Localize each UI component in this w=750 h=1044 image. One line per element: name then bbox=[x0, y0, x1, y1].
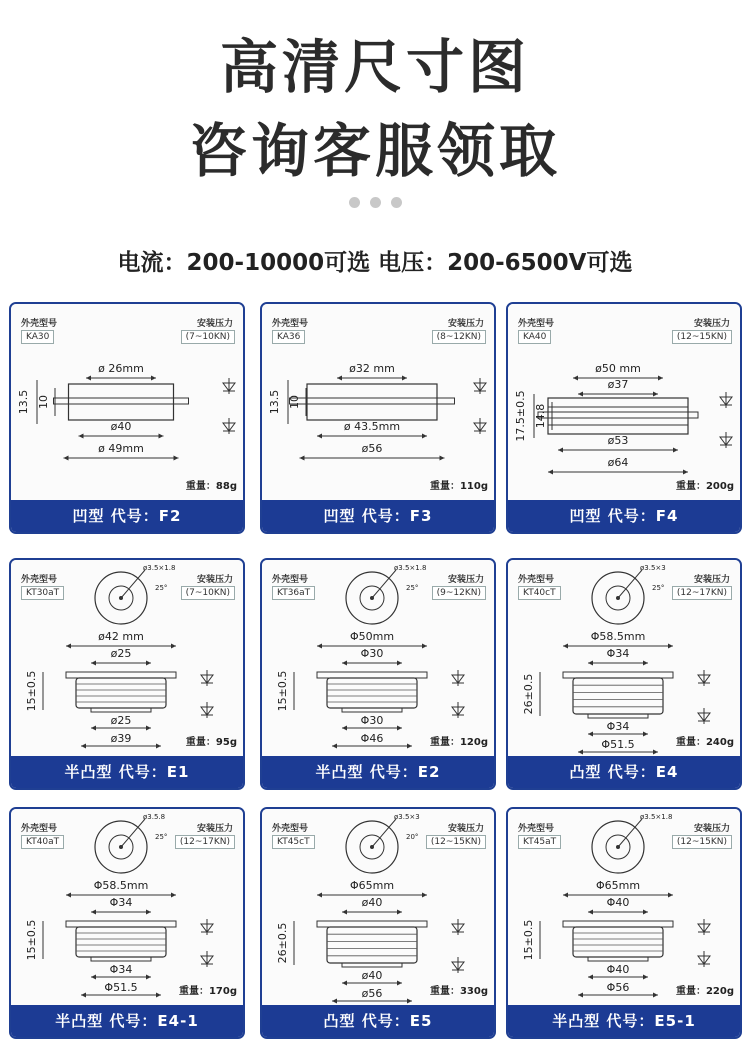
weight-label: 重量： bbox=[429, 737, 460, 748]
product-card bbox=[260, 807, 496, 1039]
top-view-circle bbox=[592, 819, 644, 873]
diode-symbol-icon bbox=[452, 919, 464, 935]
hole-size: ø3.5.8 bbox=[143, 813, 166, 821]
shell-model-value: KT40cT bbox=[518, 586, 561, 600]
lead-angle: 25° bbox=[406, 584, 419, 592]
headline-line1: 高清尺寸图 bbox=[219, 33, 530, 101]
top-view-circle bbox=[95, 819, 147, 873]
dim-top2: ø25 bbox=[110, 647, 132, 660]
dim-height: 17.5±0.5 bbox=[514, 390, 527, 442]
pressure-value: (12~15KN) bbox=[426, 835, 486, 849]
dim-bottom: Φ51.5 bbox=[601, 738, 635, 751]
product-card bbox=[260, 302, 496, 534]
pressure-value: (7~10KN) bbox=[181, 586, 235, 600]
dim-height-inner: 14.8 bbox=[534, 403, 547, 429]
weight-value: 95g bbox=[215, 737, 237, 748]
headline-line2: 咨询客服领取 bbox=[188, 117, 561, 185]
dim-top: Φ58.5mm bbox=[590, 630, 646, 643]
weight-label: 重量： bbox=[429, 481, 460, 492]
dim-top: Φ65mm bbox=[595, 879, 641, 892]
weight-text bbox=[186, 477, 237, 492]
diode-symbol-icon bbox=[720, 392, 732, 408]
dim-top2: Φ30 bbox=[360, 647, 384, 660]
weight-label: 重量： bbox=[675, 986, 706, 997]
shell-model-value: KT30aT bbox=[21, 586, 64, 600]
weight-text bbox=[430, 477, 488, 492]
dim-height: 15±0.5 bbox=[522, 919, 535, 961]
dim-bottom: ø 49mm bbox=[98, 442, 144, 455]
pressure-label: 安装压力 bbox=[196, 575, 233, 585]
dim-height: 26±0.5 bbox=[276, 922, 289, 964]
lead-angle: 25° bbox=[155, 584, 168, 592]
dim-top: ø50 mm bbox=[595, 362, 641, 375]
pressure-label: 安装压力 bbox=[693, 319, 730, 329]
shell-model-value: KA36 bbox=[272, 330, 305, 344]
diode-symbol-icon bbox=[698, 708, 710, 724]
weight-label: 重量： bbox=[675, 737, 706, 748]
card-footer-code: 凹型 代号：F4 bbox=[508, 500, 740, 532]
top-view-circle bbox=[346, 819, 398, 873]
dim-height: 15±0.5 bbox=[25, 670, 38, 712]
weight-text bbox=[676, 982, 734, 997]
weight-value: 330g bbox=[459, 986, 488, 997]
spec-line: 电流：200-10000可选 电压：200-6500V可选 bbox=[117, 250, 633, 276]
lead-angle: 25° bbox=[652, 584, 665, 592]
dim-height: 26±0.5 bbox=[522, 673, 535, 715]
product-card bbox=[506, 807, 742, 1039]
diode-symbol-icon bbox=[201, 670, 213, 686]
pressure-value: (12~17KN) bbox=[672, 586, 732, 600]
diode-symbol-icon bbox=[452, 702, 464, 718]
weight-value: 240g bbox=[705, 737, 734, 748]
product-card bbox=[9, 807, 245, 1039]
weight-value: 88g bbox=[215, 481, 237, 492]
dim-bottom: ø64 bbox=[607, 456, 629, 469]
card-footer-code: 半凸型 代号：E2 bbox=[262, 756, 494, 788]
weight-label: 重量： bbox=[185, 481, 216, 492]
shell-type-label: 外壳型号 bbox=[272, 575, 309, 585]
dim-mid: Φ40 bbox=[606, 963, 630, 976]
card-footer-code: 凹型 代号：F3 bbox=[262, 500, 494, 532]
weight-text bbox=[676, 733, 734, 748]
product-card bbox=[506, 302, 742, 534]
product-card bbox=[9, 302, 245, 534]
shell-type-label: 外壳型号 bbox=[272, 824, 309, 834]
shell-type-label: 外壳型号 bbox=[518, 575, 555, 585]
dim-height-inner: 10 bbox=[288, 395, 301, 409]
dim-bottom: Φ56 bbox=[606, 981, 630, 994]
shell-type-label: 外壳型号 bbox=[21, 575, 58, 585]
dim-top: ø 26mm bbox=[98, 362, 144, 375]
diode-symbol-icon bbox=[201, 951, 213, 967]
shell-model-value: KT40aT bbox=[21, 835, 64, 849]
weight-text bbox=[676, 477, 734, 492]
card-footer-code: 半凸型 代号：E1 bbox=[11, 756, 243, 788]
shell-model-value: KA30 bbox=[21, 330, 54, 344]
hole-size: ø3.5×3 bbox=[640, 564, 666, 572]
dim-top: ø32 mm bbox=[349, 362, 395, 375]
shell-type-label: 外壳型号 bbox=[518, 319, 555, 329]
dim-height-inner: 10 bbox=[37, 395, 50, 409]
diode-symbol-icon bbox=[452, 957, 464, 973]
dim-mid: Φ30 bbox=[360, 714, 384, 727]
dim-top2: Φ40 bbox=[606, 896, 630, 909]
dim-mid: Φ34 bbox=[109, 963, 133, 976]
weight-value: 200g bbox=[705, 481, 734, 492]
hole-size: ø3.5×3 bbox=[394, 813, 420, 821]
diode-symbol-icon bbox=[223, 418, 235, 434]
diode-symbol-icon bbox=[698, 951, 710, 967]
dim-mid: ø53 bbox=[607, 434, 629, 447]
pressure-label: 安装压力 bbox=[447, 319, 484, 329]
weight-text bbox=[430, 982, 488, 997]
dim-top: Φ65mm bbox=[349, 879, 395, 892]
dim-bottom: Φ46 bbox=[360, 732, 384, 745]
weight-label: 重量： bbox=[178, 986, 209, 997]
diode-symbol-icon bbox=[474, 378, 486, 394]
card-footer-code: 凸型 代号：E5 bbox=[262, 1005, 494, 1037]
shell-type-label: 外壳型号 bbox=[21, 824, 58, 834]
pressure-value: (9~12KN) bbox=[432, 586, 486, 600]
dim-mid: ø25 bbox=[110, 714, 132, 727]
dim-bottom: ø56 bbox=[361, 987, 383, 1000]
shell-model-value: KT36aT bbox=[272, 586, 315, 600]
dim-bottom: Φ51.5 bbox=[104, 981, 138, 994]
product-card bbox=[506, 558, 742, 790]
lead-angle: 25° bbox=[155, 833, 168, 841]
lead-angle: 20° bbox=[406, 833, 419, 841]
dim-mid: ø40 bbox=[110, 420, 132, 433]
shell-type-label: 外壳型号 bbox=[518, 824, 555, 834]
dim-bottom: ø56 bbox=[361, 442, 383, 455]
hole-size: ø3.5×1.8 bbox=[394, 564, 427, 572]
top-view-circle bbox=[346, 570, 398, 624]
diode-symbol-icon bbox=[452, 670, 464, 686]
diode-symbol-icon bbox=[223, 378, 235, 394]
dim-height: 13.5 bbox=[17, 389, 30, 415]
weight-value: 120g bbox=[459, 737, 488, 748]
pressure-value: (12~17KN) bbox=[175, 835, 235, 849]
dim-top2: ø40 bbox=[361, 896, 383, 909]
weight-value: 110g bbox=[459, 481, 488, 492]
dim-height: 15±0.5 bbox=[25, 919, 38, 961]
card-footer-code: 半凸型 代号：E4-1 bbox=[11, 1005, 243, 1037]
dim-mid: ø 43.5mm bbox=[343, 420, 401, 433]
card-footer-code: 凸型 代号：E4 bbox=[508, 756, 740, 788]
top-view-circle bbox=[592, 570, 644, 624]
pressure-value: (12~15KN) bbox=[672, 330, 732, 344]
weight-text bbox=[179, 982, 237, 997]
dim-bottom: ø39 bbox=[110, 732, 132, 745]
dim-top: Φ50mm bbox=[349, 630, 395, 643]
dim-mid: ø40 bbox=[361, 969, 383, 982]
pressure-label: 安装压力 bbox=[196, 319, 233, 329]
top-view-circle bbox=[95, 570, 147, 624]
dim-top2: Φ34 bbox=[109, 896, 133, 909]
product-card bbox=[9, 558, 245, 790]
pressure-label: 安装压力 bbox=[447, 575, 484, 585]
dim-top2: Φ34 bbox=[606, 647, 630, 660]
pressure-value: (7~10KN) bbox=[181, 330, 235, 344]
weight-label: 重量： bbox=[429, 986, 460, 997]
pressure-label: 安装压力 bbox=[447, 824, 484, 834]
dim-top: ø42 mm bbox=[98, 630, 144, 643]
pressure-label: 安装压力 bbox=[196, 824, 233, 834]
diode-symbol-icon bbox=[474, 418, 486, 434]
shell-model-value: KT45cT bbox=[272, 835, 315, 849]
dim-mid: Φ34 bbox=[606, 720, 630, 733]
divider-dots bbox=[0, 193, 750, 212]
weight-text bbox=[186, 733, 237, 748]
dim-top2: ø37 bbox=[607, 378, 629, 391]
hole-size: ø3.5×1.8 bbox=[143, 564, 176, 572]
weight-value: 170g bbox=[208, 986, 237, 997]
shell-type-label: 外壳型号 bbox=[21, 319, 58, 329]
shell-type-label: 外壳型号 bbox=[272, 319, 309, 329]
weight-value: 220g bbox=[705, 986, 734, 997]
diode-symbol-icon bbox=[698, 670, 710, 686]
weight-label: 重量： bbox=[675, 481, 706, 492]
shell-model-value: KA40 bbox=[518, 330, 551, 344]
weight-text bbox=[430, 733, 488, 748]
pressure-label: 安装压力 bbox=[693, 824, 730, 834]
weight-label: 重量： bbox=[185, 737, 216, 748]
pressure-value: (8~12KN) bbox=[432, 330, 486, 344]
hole-size: ø3.5×1.8 bbox=[640, 813, 673, 821]
card-footer-code: 半凸型 代号：E5-1 bbox=[508, 1005, 740, 1037]
diode-symbol-icon bbox=[698, 919, 710, 935]
pressure-label: 安装压力 bbox=[693, 575, 730, 585]
diode-symbol-icon bbox=[720, 432, 732, 448]
diode-symbol-icon bbox=[201, 919, 213, 935]
diode-symbol-icon bbox=[201, 702, 213, 718]
product-card bbox=[260, 558, 496, 790]
pressure-value: (12~15KN) bbox=[672, 835, 732, 849]
dim-top: Φ58.5mm bbox=[93, 879, 149, 892]
dim-height: 13.5 bbox=[268, 389, 281, 415]
dim-height: 15±0.5 bbox=[276, 670, 289, 712]
shell-model-value: KT45aT bbox=[518, 835, 561, 849]
card-footer-code: 凹型 代号：F2 bbox=[11, 500, 243, 532]
